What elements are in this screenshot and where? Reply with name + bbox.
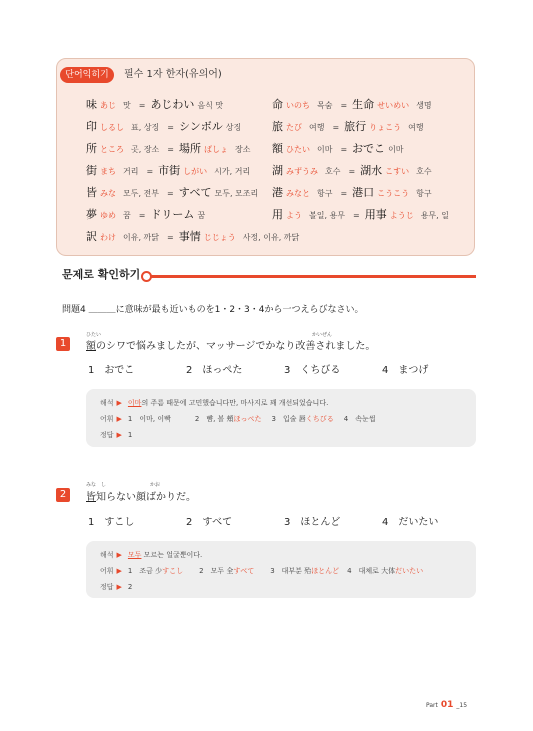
vocab-row bbox=[86, 96, 466, 114]
equals-sign: = bbox=[353, 211, 360, 220]
vocab-notes-1: 어휘 ▶ 1 이마, 이빡 2 뺨, 볼 頬ほっぺた 3 입술 唇くちびる 4 속눈썹 bbox=[100, 415, 376, 423]
vocab-kana: ようじ bbox=[389, 211, 414, 220]
equals-sign: = bbox=[340, 189, 348, 198]
choice-1-1[interactable]: 1 おでこ bbox=[88, 365, 135, 376]
vocab-entry bbox=[272, 140, 407, 156]
vocab-mean: 이유, 까닭 bbox=[123, 233, 159, 242]
vocab-syn: 生命 bbox=[352, 98, 375, 111]
vocab-kanji: 命 bbox=[272, 98, 283, 111]
vocab-mean: 항구 bbox=[317, 189, 333, 198]
question-2-body: 知らない顔ばかりだ。 bbox=[96, 492, 196, 503]
vocab-row bbox=[86, 206, 466, 224]
vocab-mean: 거리 bbox=[123, 167, 139, 176]
vocab-mean: 이마 bbox=[388, 145, 404, 154]
equals-sign: = bbox=[167, 145, 174, 154]
vocab-kana: りょこう bbox=[369, 123, 402, 132]
vocab-entry bbox=[86, 118, 244, 134]
vocab-badge: 단어익히기 bbox=[60, 67, 114, 83]
choice-2-1[interactable]: 1 すこし bbox=[88, 517, 135, 528]
vocab-mean: 볼일, 용무 bbox=[309, 211, 345, 220]
vocab-mean: 생명 bbox=[416, 101, 432, 110]
vocab-mean: 음식 맛 bbox=[197, 101, 224, 110]
equals-sign: = bbox=[167, 233, 174, 242]
vocab-kana: ゆめ bbox=[100, 211, 116, 220]
ruby-1a: ひたい bbox=[86, 332, 102, 338]
ruby-1b: かいぜん bbox=[312, 332, 333, 338]
answer-1: 정답 ▶ 1 bbox=[100, 431, 133, 439]
answer-box-2 bbox=[86, 541, 476, 598]
vocab-kanji: 港 bbox=[272, 186, 283, 199]
vocab-entry bbox=[86, 228, 302, 244]
vocab-mean: 항구 bbox=[416, 189, 432, 198]
equals-sign: = bbox=[340, 145, 348, 154]
vocab-entry bbox=[272, 118, 427, 134]
vocab-syn: すべて bbox=[178, 186, 212, 199]
equals-sign: = bbox=[167, 123, 174, 132]
vocab-mean: 장소 bbox=[234, 145, 251, 154]
choice-2-4[interactable]: 4 だいたい bbox=[382, 517, 439, 528]
vocab-kana: よう bbox=[286, 211, 302, 220]
vocab-entry bbox=[86, 206, 208, 222]
vocab-kana: こうこう bbox=[377, 189, 410, 198]
vocab-kana: まち bbox=[100, 167, 116, 176]
vocab-kanji: 額 bbox=[272, 142, 283, 155]
vocab-kanji: 湖 bbox=[272, 164, 283, 177]
vocab-kana: たび bbox=[286, 123, 302, 132]
vocab-mean: 모두, 전부 bbox=[123, 189, 159, 198]
vocab-kanji: 味 bbox=[86, 98, 97, 111]
vocab-mean: 곳, 장소 bbox=[131, 145, 160, 154]
vocab-kana: ばしょ bbox=[203, 145, 228, 154]
choice-2-3[interactable]: 3 ほとんど bbox=[284, 517, 341, 528]
vocab-syn: 湖水 bbox=[360, 164, 383, 177]
vocab-syn: 場所 bbox=[178, 142, 201, 155]
choice-1-3[interactable]: 3 くちびる bbox=[284, 365, 341, 376]
instruction: 問題4 ＿＿＿に意味が最も近いものを1・2・3・4から一つえらびなさい。 bbox=[62, 305, 364, 315]
vocab-mean: 모두, 모조리 bbox=[214, 189, 259, 198]
vocab-kana: しがい bbox=[183, 167, 208, 176]
answer-2: 정답 ▶ 2 bbox=[100, 583, 133, 591]
vocab-mean: 꿈 bbox=[123, 211, 131, 220]
section-title: 문제로 확인하기 bbox=[62, 268, 141, 281]
vocab-kanji: 訳 bbox=[86, 230, 97, 243]
question-number-1: 1 bbox=[56, 337, 70, 351]
vocab-kanji: 印 bbox=[86, 120, 97, 133]
vocab-row bbox=[86, 184, 466, 202]
question-1-target: 額 bbox=[86, 341, 96, 352]
vocab-row bbox=[86, 228, 466, 246]
vocab-kanji: 旅 bbox=[272, 120, 283, 133]
vocab-entry bbox=[272, 96, 435, 112]
ruby-2b: かお bbox=[150, 482, 161, 488]
vocab-mean: 이마 bbox=[317, 145, 333, 154]
vocab-entry bbox=[272, 184, 435, 200]
choice-1-2[interactable]: 2 ほっぺた bbox=[186, 365, 243, 376]
section-divider bbox=[151, 275, 476, 278]
vocab-mean: 상징 bbox=[225, 123, 242, 132]
vocab-entry bbox=[86, 140, 253, 156]
vocab-kana: みずうみ bbox=[286, 167, 318, 176]
equals-sign: = bbox=[332, 123, 340, 132]
vocab-kanji: 所 bbox=[86, 142, 97, 155]
vocab-syn: 旅行 bbox=[344, 120, 367, 133]
vocab-notes-2: 어휘 ▶ 1 조금 少すこし 2 모두 全すべて 3 대부분 殆ほとんど 4 대체로 大体だいたい bbox=[100, 567, 424, 575]
vocab-kana: あじ bbox=[100, 101, 116, 110]
equals-sign: = bbox=[348, 167, 356, 176]
vocab-syn: あじわい bbox=[150, 98, 195, 111]
vocab-kana: みな bbox=[100, 189, 116, 198]
vocab-syn: 市街 bbox=[158, 164, 181, 177]
vocab-kana: ひたい bbox=[286, 145, 310, 154]
choice-2-2[interactable]: 2 すべて bbox=[186, 517, 233, 528]
vocab-mean: 여행 bbox=[408, 123, 424, 132]
vocab-entry bbox=[86, 162, 253, 178]
vocab-kana: こすい bbox=[385, 167, 410, 176]
vocab-entry bbox=[272, 206, 452, 222]
vocab-syn: 事情 bbox=[178, 230, 201, 243]
vocab-kana: じじょう bbox=[203, 233, 236, 242]
explanation-2: 해석 ▶ 모두 모르는 얼굴뿐이다. bbox=[100, 551, 203, 559]
vocab-mean: 목숨 bbox=[317, 101, 333, 110]
vocab-kana: いのち bbox=[286, 101, 310, 110]
vocab-mean: 꿈 bbox=[197, 211, 206, 220]
equals-sign: = bbox=[146, 167, 154, 176]
equals-sign: = bbox=[167, 189, 174, 198]
answer-box-1 bbox=[86, 389, 476, 447]
vocab-syn: シンボル bbox=[178, 120, 223, 133]
vocab-syn: ドリーム bbox=[150, 208, 195, 221]
vocab-syn: 港口 bbox=[352, 186, 375, 199]
vocab-syn: おでこ bbox=[352, 142, 386, 155]
equals-sign: = bbox=[138, 211, 146, 220]
vocab-mean: 호수 bbox=[325, 167, 341, 176]
vocab-row bbox=[86, 118, 466, 136]
vocab-mean: 시가, 거리 bbox=[214, 167, 251, 176]
vocab-mean: 여행 bbox=[309, 123, 325, 132]
question-2-target: 皆 bbox=[86, 492, 96, 503]
vocab-mean: 맛 bbox=[123, 101, 131, 110]
vocab-kanji: 皆 bbox=[86, 186, 97, 199]
vocab-kana: みなと bbox=[286, 189, 310, 198]
equals-sign: = bbox=[340, 101, 348, 110]
vocab-kanji: 用 bbox=[272, 208, 283, 221]
vocab-row bbox=[86, 162, 466, 180]
vocab-kana: わけ bbox=[100, 233, 116, 242]
vocab-heading: 필수 1자 한자(유의어) bbox=[124, 69, 222, 80]
vocab-mean: 호수 bbox=[416, 167, 432, 176]
vocab-entry bbox=[272, 162, 435, 178]
vocab-mean: 용무, 일 bbox=[420, 211, 449, 220]
vocab-row bbox=[86, 140, 466, 158]
page-footer: Part 01 _15 bbox=[426, 700, 468, 710]
vocab-kana: せいめい bbox=[377, 101, 410, 110]
equals-sign: = bbox=[138, 101, 146, 110]
question-2-text bbox=[86, 488, 196, 503]
vocab-syn: 用事 bbox=[364, 208, 387, 221]
vocab-entry bbox=[86, 96, 226, 112]
vocab-kana: しるし bbox=[100, 123, 124, 132]
vocab-kanji: 街 bbox=[86, 164, 97, 177]
vocab-entry bbox=[86, 184, 261, 200]
explanation-1: 해석 ▶ 이마의 주름 때문에 고민했습니다만, 마사지로 꽤 개선되었습니다. bbox=[100, 399, 329, 407]
ruby-2a: みな し bbox=[86, 482, 107, 488]
vocab-kana: ところ bbox=[100, 145, 124, 154]
choice-1-4[interactable]: 4 まつげ bbox=[382, 365, 429, 376]
question-1-body: のシワで悩みましたが、マッサージでかなり改善されました。 bbox=[96, 341, 376, 352]
vocab-mean: 표, 상징 bbox=[131, 123, 160, 132]
vocab-mean: 사정, 이유, 까닭 bbox=[242, 233, 300, 242]
question-number-2: 2 bbox=[56, 488, 70, 502]
vocab-kanji: 夢 bbox=[86, 208, 97, 221]
question-1-text bbox=[86, 337, 375, 352]
